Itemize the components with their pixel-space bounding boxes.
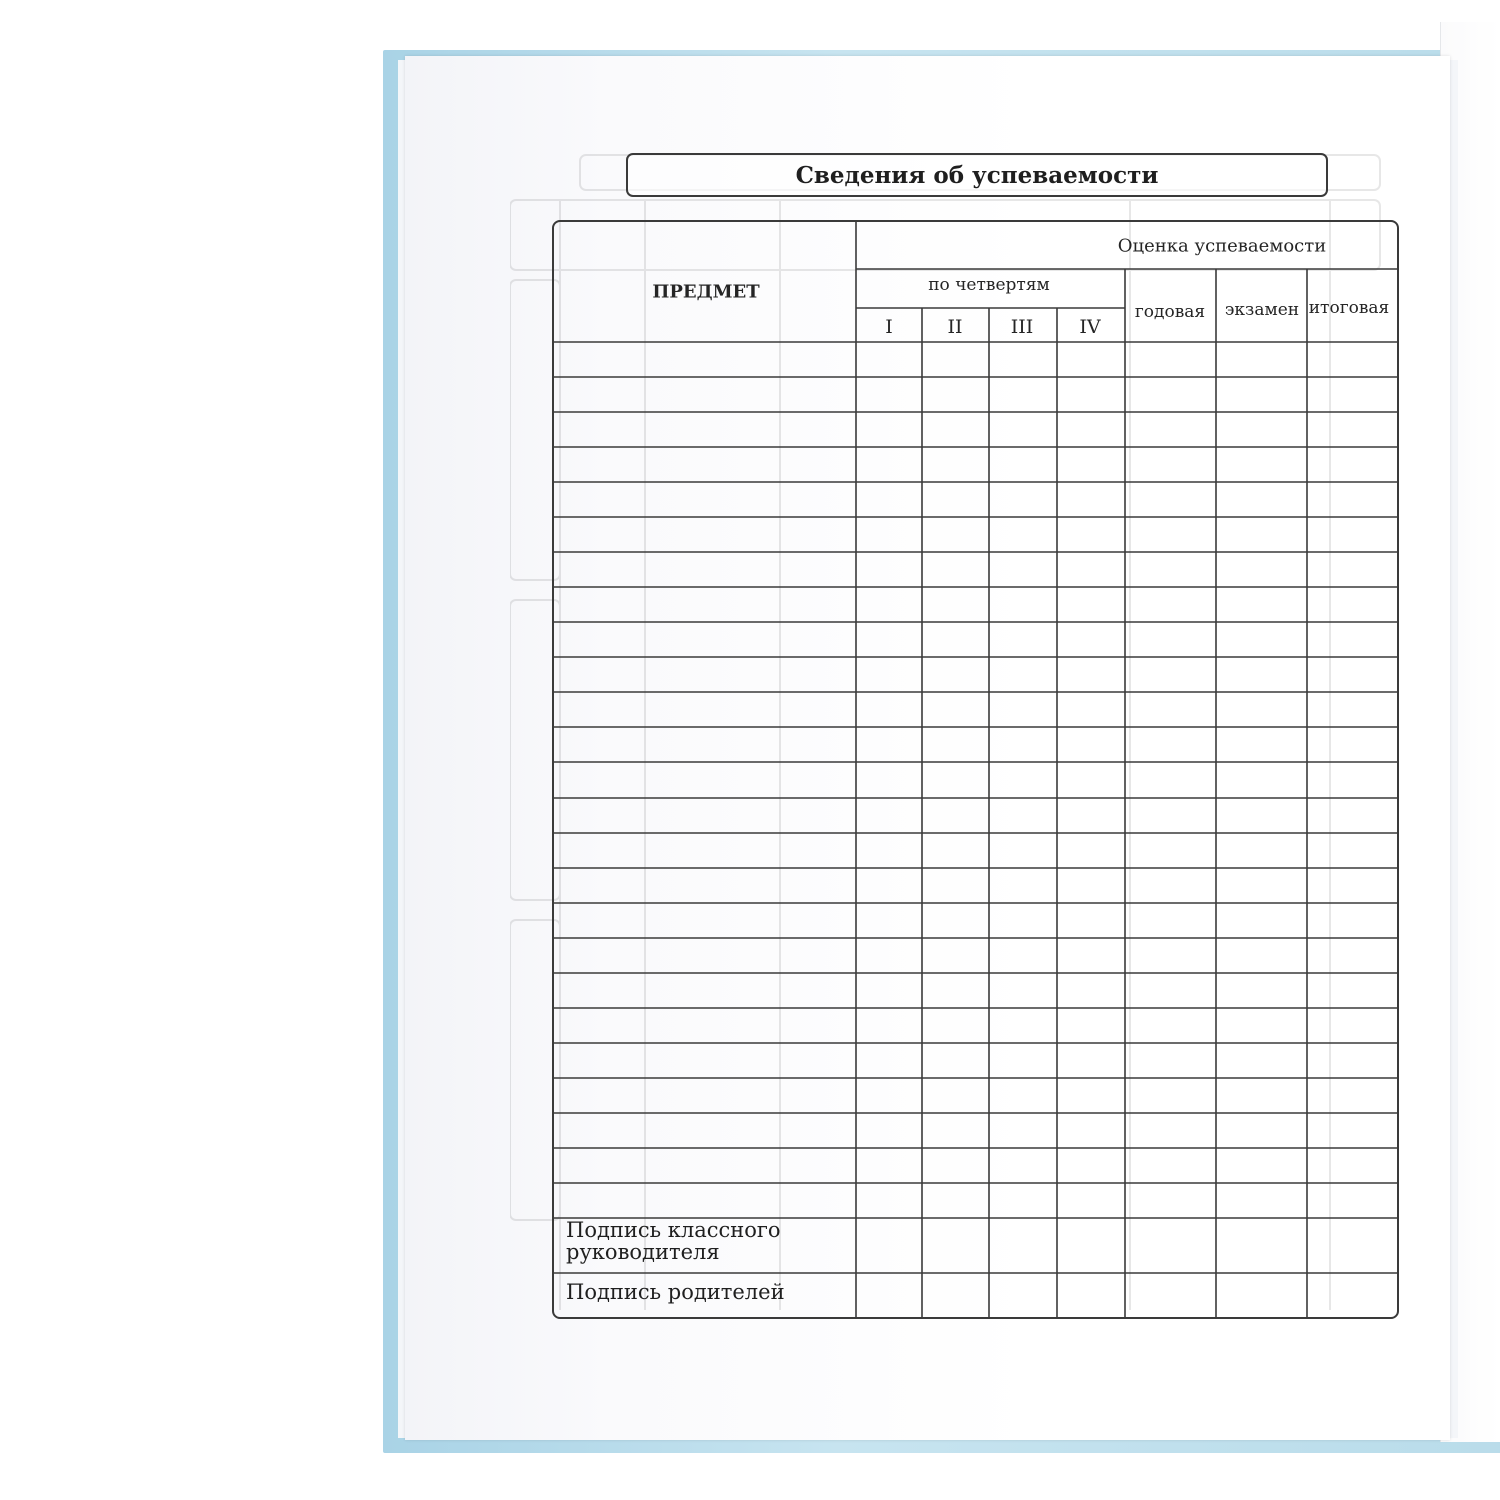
grades-table [552,220,1399,1319]
teacher-signature-line1: Подпись классного [566,1218,781,1242]
quarter-2-header: II [947,316,963,338]
grade-group-header: Оценка успеваемости [1117,235,1327,257]
quarter-1-header: I [885,316,893,338]
annual-header: годовая [1134,302,1206,322]
grades-grid [554,222,1397,1317]
page-title: Сведения об успеваемости [626,153,1328,197]
teacher-signature-label [566,1219,781,1263]
final-header: итоговая [1308,298,1390,318]
exam-header: экзамен [1224,300,1300,320]
quarters-header: по четвертям [928,275,1050,295]
quarter-3-header: III [1010,316,1034,338]
quarter-4-header: IV [1079,316,1101,338]
subject-header: ПРЕДМЕТ [652,281,760,303]
parents-signature-label: Подпись родителей [566,1280,785,1304]
teacher-signature-line2: руководителя [566,1240,720,1264]
